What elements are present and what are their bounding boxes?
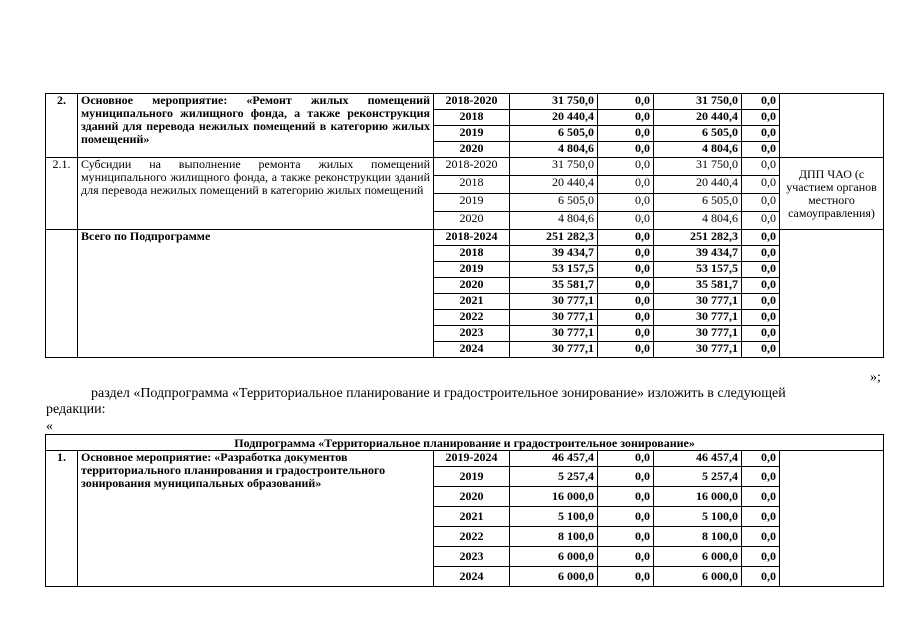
federal-cell: 0,0 (598, 451, 654, 467)
federal-cell: 0,0 (598, 294, 654, 310)
row-number (46, 230, 78, 358)
regional-cell: 31 750,0 (654, 94, 742, 110)
total-cell: 16 000,0 (510, 487, 598, 507)
year-cell: 2021 (434, 507, 510, 527)
year-cell: 2018 (434, 176, 510, 194)
regional-cell: 6 505,0 (654, 194, 742, 212)
total-cell: 4 804,6 (510, 212, 598, 230)
year-cell: 2018-2020 (434, 94, 510, 110)
table-heading-row (46, 435, 884, 451)
federal-cell: 0,0 (598, 126, 654, 142)
regional-cell: 5 257,4 (654, 467, 742, 487)
regional-cell: 8 100,0 (654, 527, 742, 547)
executor-cell: ДПП ЧАО (с участием органов местного самоуправления) (780, 158, 884, 230)
year-cell: 2020 (434, 487, 510, 507)
municipal-cell: 0,0 (742, 451, 780, 467)
municipal-cell: 0,0 (742, 467, 780, 487)
amendment-paragraph (46, 386, 868, 402)
municipal-cell: 0,0 (742, 194, 780, 212)
regional-cell: 5 100,0 (654, 507, 742, 527)
total-cell: 20 440,4 (510, 110, 598, 126)
total-cell: 30 777,1 (510, 342, 598, 358)
municipal-cell: 0,0 (742, 294, 780, 310)
year-cell: 2019-2024 (434, 451, 510, 467)
regional-cell: 39 434,7 (654, 246, 742, 262)
measure-text: Основное мероприятие: «Ремонт жилых помещений муниципального жилищного фонда, а также реконструкция зданий для перевода нежилых помещений в категорию жилых помещений» (78, 94, 434, 158)
total-label: Всего по Подпрограмме (78, 230, 434, 358)
total-cell: 53 157,5 (510, 262, 598, 278)
amendment-line-2: редакции: (46, 402, 106, 417)
total-cell: 6 000,0 (510, 547, 598, 567)
municipal-cell: 0,0 (742, 326, 780, 342)
municipal-cell: 0,0 (742, 262, 780, 278)
municipal-cell: 0,0 (742, 278, 780, 294)
total-cell: 20 440,4 (510, 176, 598, 194)
regional-cell: 20 440,4 (654, 176, 742, 194)
closing-quote: »; (870, 370, 881, 385)
year-cell: 2018 (434, 110, 510, 126)
row-number: 2. (46, 94, 78, 158)
total-cell: 35 581,7 (510, 278, 598, 294)
total-cell: 6 505,0 (510, 126, 598, 142)
municipal-cell: 0,0 (742, 142, 780, 158)
total-cell: 4 804,6 (510, 142, 598, 158)
municipal-cell: 0,0 (742, 94, 780, 110)
regional-cell: 30 777,1 (654, 326, 742, 342)
total-cell: 31 750,0 (510, 94, 598, 110)
total-cell: 31 750,0 (510, 158, 598, 176)
municipal-cell: 0,0 (742, 126, 780, 142)
subprogram-housing-table (45, 93, 884, 358)
regional-cell: 46 457,4 (654, 451, 742, 467)
amendment-line-1: раздел «Подпрограмма «Территориальное планирование и градостроительное зонирование» изложить в следующей (91, 386, 786, 401)
total-cell: 251 282,3 (510, 230, 598, 246)
total-cell: 30 777,1 (510, 310, 598, 326)
total-cell: 6 505,0 (510, 194, 598, 212)
regional-cell: 31 750,0 (654, 158, 742, 176)
municipal-cell: 0,0 (742, 527, 780, 547)
total-cell: 30 777,1 (510, 294, 598, 310)
regional-cell: 6 000,0 (654, 547, 742, 567)
year-cell: 2018-2024 (434, 230, 510, 246)
measure-text: Субсидии на выполнение ремонта жилых помещений муниципального жилищного фонда, а также реконструкции зданий для перевода нежилых помещений в категорию жилых помещений (78, 158, 434, 230)
federal-cell: 0,0 (598, 230, 654, 246)
year-cell: 2020 (434, 278, 510, 294)
year-cell: 2020 (434, 212, 510, 230)
measure-text: Основное мероприятие: «Разработка документов территориального планирования и градостроительного зонирования муниципальных образований» (78, 451, 434, 587)
regional-cell: 6 000,0 (654, 567, 742, 587)
total-cell: 5 100,0 (510, 507, 598, 527)
federal-cell: 0,0 (598, 567, 654, 587)
year-cell: 2021 (434, 294, 510, 310)
year-cell: 2019 (434, 194, 510, 212)
total-cell: 8 100,0 (510, 527, 598, 547)
year-cell: 2020 (434, 142, 510, 158)
total-cell: 6 000,0 (510, 567, 598, 587)
municipal-cell: 0,0 (742, 507, 780, 527)
federal-cell: 0,0 (598, 110, 654, 126)
municipal-cell: 0,0 (742, 176, 780, 194)
federal-cell: 0,0 (598, 176, 654, 194)
subprogram-planning-table (45, 434, 884, 587)
year-cell: 2018 (434, 246, 510, 262)
municipal-cell: 0,0 (742, 230, 780, 246)
subprogram-heading: Подпрограмма «Территориальное планирование и градостроительное зонирование» (46, 435, 884, 451)
federal-cell: 0,0 (598, 212, 654, 230)
total-cell: 5 257,4 (510, 467, 598, 487)
municipal-cell: 0,0 (742, 212, 780, 230)
year-cell: 2018-2020 (434, 158, 510, 176)
federal-cell: 0,0 (598, 278, 654, 294)
table-row (46, 230, 884, 246)
regional-cell: 30 777,1 (654, 310, 742, 326)
year-cell: 2023 (434, 547, 510, 567)
regional-cell: 20 440,4 (654, 110, 742, 126)
row-number: 2.1. (46, 158, 78, 230)
executor-cell (780, 230, 884, 358)
regional-cell: 6 505,0 (654, 126, 742, 142)
federal-cell: 0,0 (598, 246, 654, 262)
federal-cell: 0,0 (598, 487, 654, 507)
regional-cell: 4 804,6 (654, 142, 742, 158)
executor-cell (780, 94, 884, 158)
year-cell: 2019 (434, 262, 510, 278)
federal-cell: 0,0 (598, 310, 654, 326)
table-row (46, 451, 884, 467)
year-cell: 2023 (434, 326, 510, 342)
federal-cell: 0,0 (598, 158, 654, 176)
regional-cell: 35 581,7 (654, 278, 742, 294)
year-cell: 2024 (434, 567, 510, 587)
executor-cell (780, 451, 884, 587)
federal-cell: 0,0 (598, 194, 654, 212)
federal-cell: 0,0 (598, 467, 654, 487)
total-cell: 30 777,1 (510, 326, 598, 342)
total-cell: 39 434,7 (510, 246, 598, 262)
federal-cell: 0,0 (598, 94, 654, 110)
municipal-cell: 0,0 (742, 158, 780, 176)
municipal-cell: 0,0 (742, 110, 780, 126)
total-cell: 46 457,4 (510, 451, 598, 467)
federal-cell: 0,0 (598, 142, 654, 158)
federal-cell: 0,0 (598, 326, 654, 342)
municipal-cell: 0,0 (742, 310, 780, 326)
regional-cell: 16 000,0 (654, 487, 742, 507)
year-cell: 2022 (434, 527, 510, 547)
row-number: 1. (46, 451, 78, 587)
table-row (46, 158, 884, 176)
municipal-cell: 0,0 (742, 342, 780, 358)
regional-cell: 53 157,5 (654, 262, 742, 278)
federal-cell: 0,0 (598, 527, 654, 547)
regional-cell: 30 777,1 (654, 294, 742, 310)
municipal-cell: 0,0 (742, 547, 780, 567)
year-cell: 2022 (434, 310, 510, 326)
year-cell: 2019 (434, 126, 510, 142)
year-cell: 2019 (434, 467, 510, 487)
municipal-cell: 0,0 (742, 487, 780, 507)
federal-cell: 0,0 (598, 507, 654, 527)
year-cell: 2024 (434, 342, 510, 358)
regional-cell: 251 282,3 (654, 230, 742, 246)
federal-cell: 0,0 (598, 342, 654, 358)
opening-quote: « (46, 419, 53, 434)
federal-cell: 0,0 (598, 262, 654, 278)
municipal-cell: 0,0 (742, 246, 780, 262)
regional-cell: 30 777,1 (654, 342, 742, 358)
municipal-cell: 0,0 (742, 567, 780, 587)
federal-cell: 0,0 (598, 547, 654, 567)
regional-cell: 4 804,6 (654, 212, 742, 230)
table-row (46, 94, 884, 110)
